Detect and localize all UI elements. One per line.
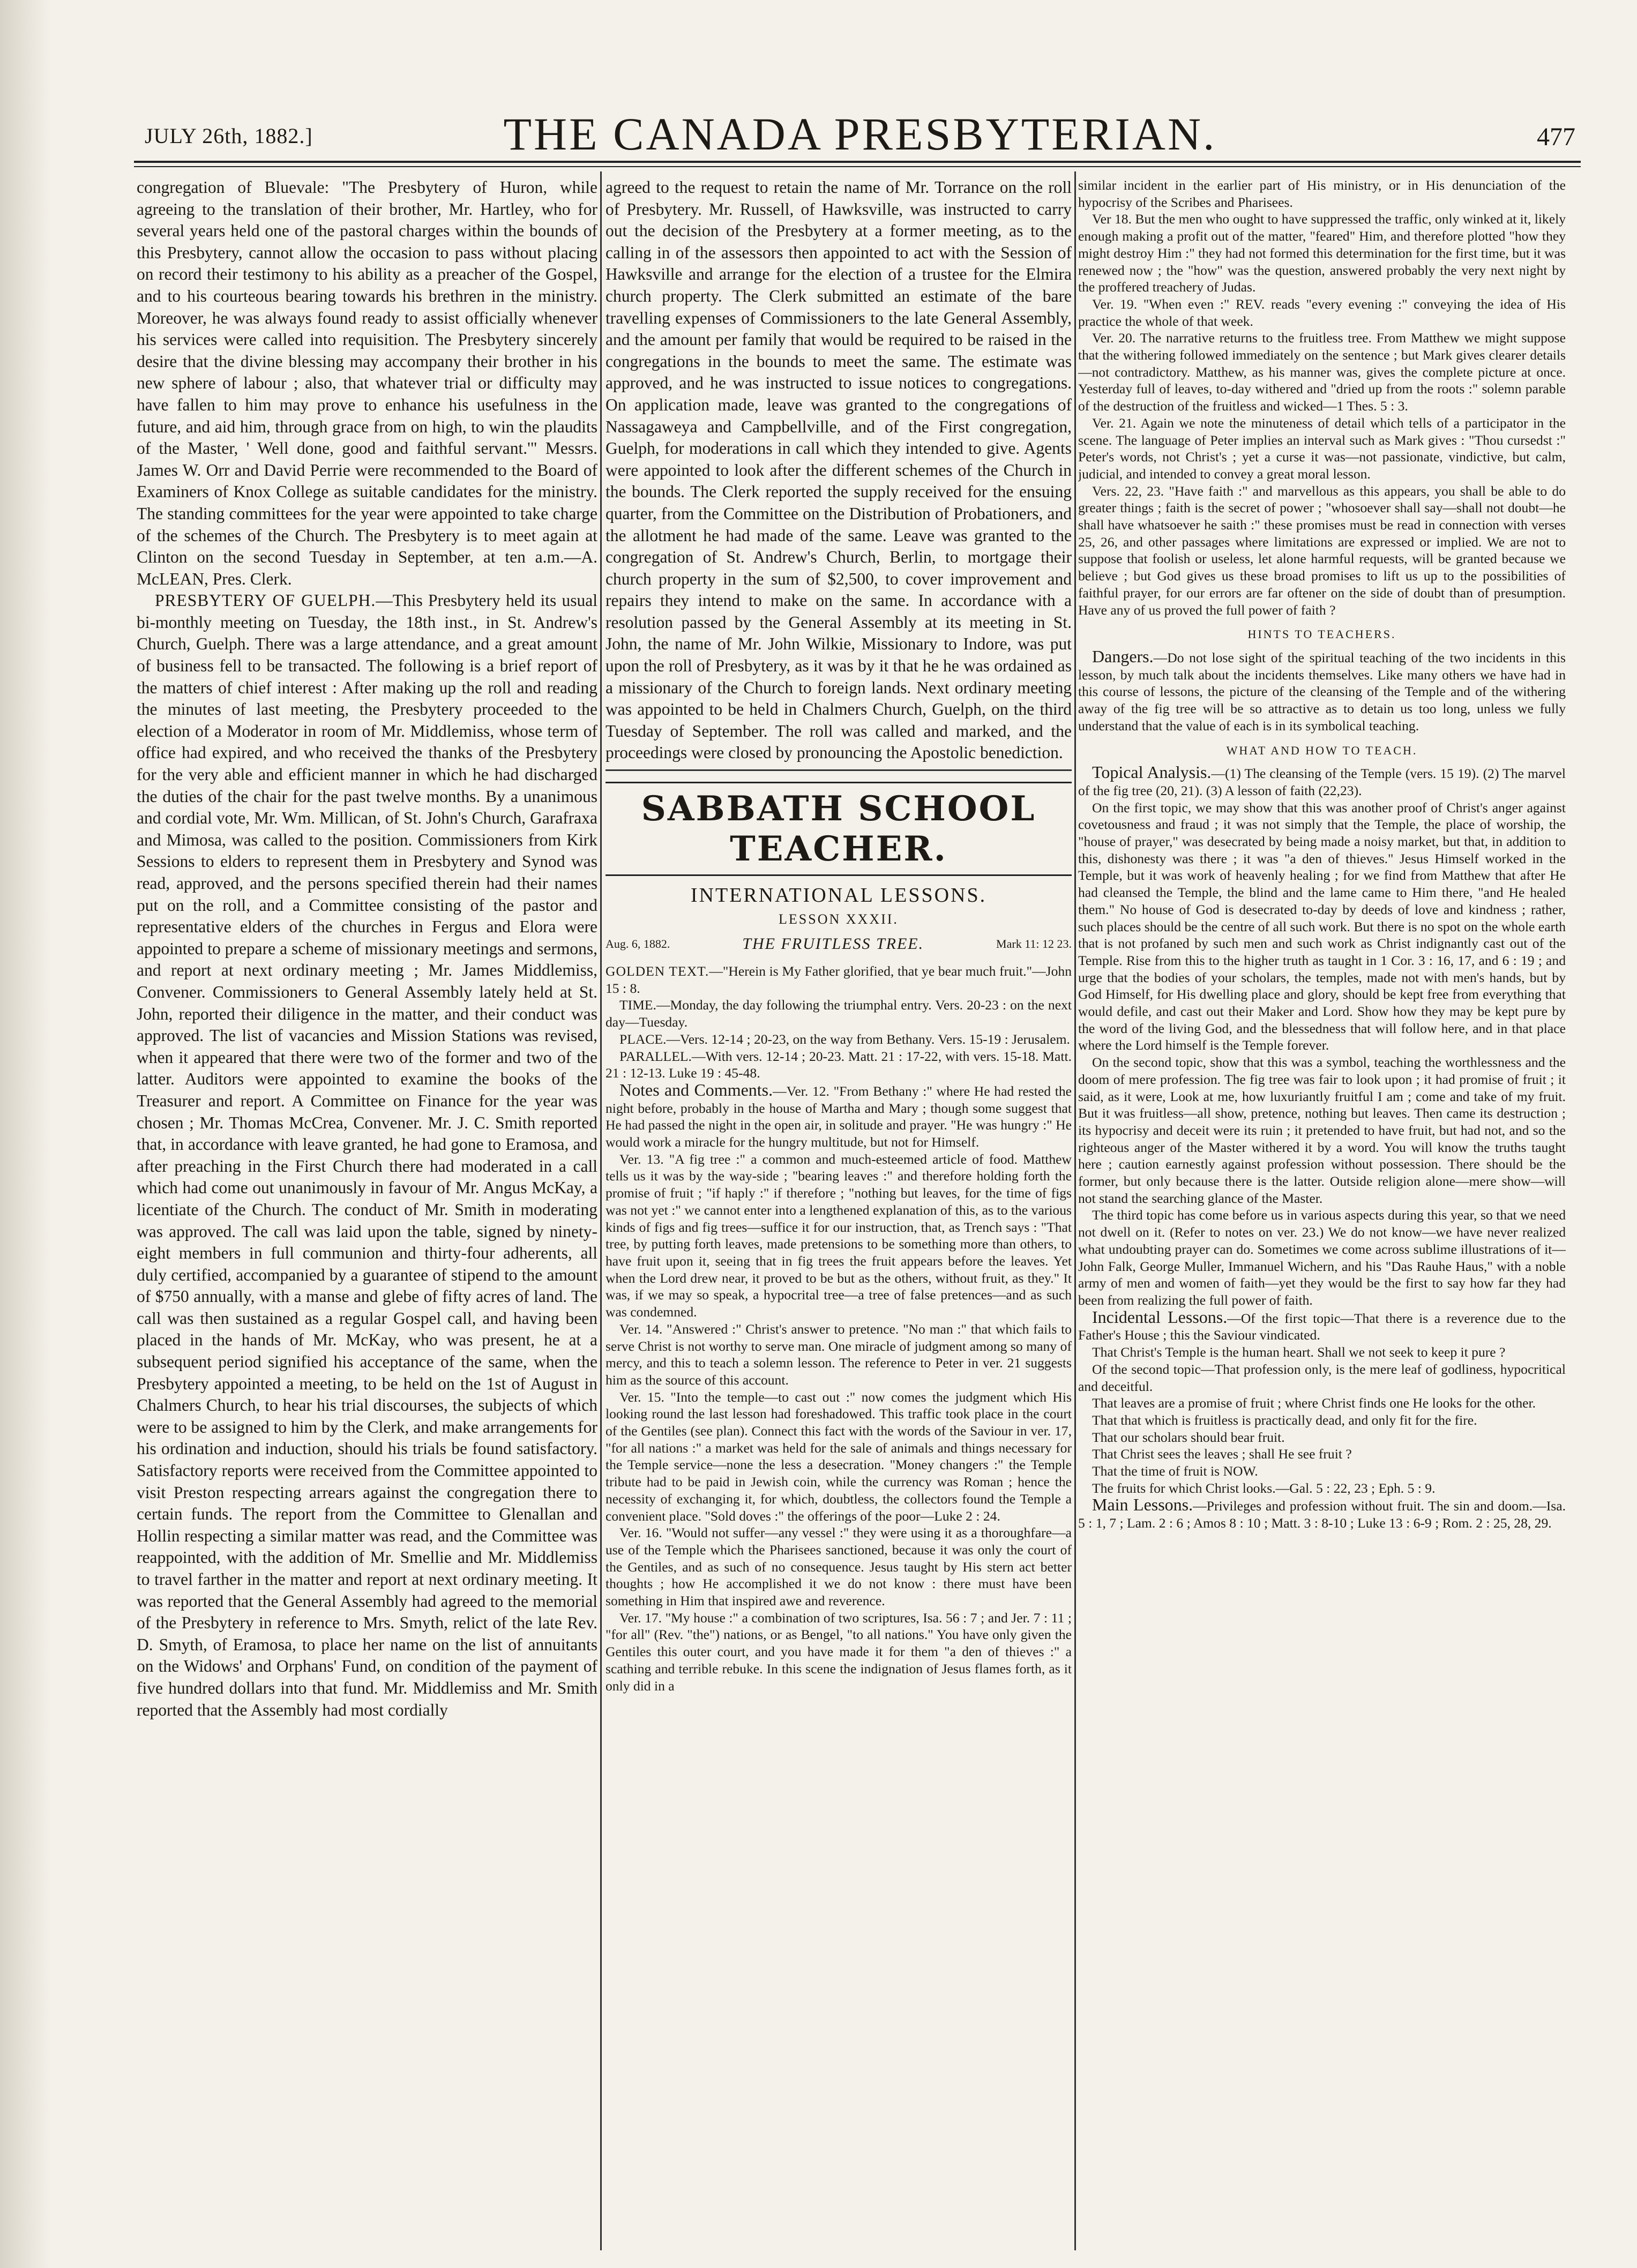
lesson-header-row [606,935,1072,953]
lesson-point: That Christ's Temple is the human heart. Shall we not seek to keep it pure ? [1092,1344,1506,1360]
column-3 [1078,177,1566,2245]
binding-shadow [0,0,51,2268]
column-divider [600,171,602,2250]
main-lessons-paragraph: Main Lessons.—Privileges and profession without fruit. The sin and doom.—Isa. 5 : 1, 7 ; Lam. 2 : 6 ; Amos 8 : 10 ; Matt. 3 : 8-10 ; Luke 13 : 6-9 ; Rom. 2 : 25, 28, 29. [1078,1495,1566,1531]
verse-note: Ver. 15. "Into the temple—to cast out :" now comes the judgment which His looking round the last lesson had foreshadowed. This traffic took place in the court of the Gentiles (see plan). Connect this fact with the words of the Saviour in ver. 17, "for all nations :" a market was held for the sale of animals and things necessary for the Temple service—none the less a desecration. "Money changers :" the Temple tribute had to be paid in Jewish coin, while the currency was Roman ; hence the necessity of exchanging it, for which, doubtless, the collectors found the Temple a convenient place. "Sold doves :" the offerings of the poor—Luke 2 : 24. [606,1389,1072,1524]
section-lead: PRESBYTERY OF GUELPH. [155,591,376,610]
article-paragraph: congregation of Bluevale: "The Presbytery of Huron, while agreeing to the translation of their brother, Mr. Hartley, who for several years held one of the pastoral charges within the bounds of this Presbytery, cannot allow the occasion to pass without placing on record their testimony to his ability as a preacher of the Gospel, and to his courteous bearing towards his brethren in the ministry. Moreover, he was always found ready to assist officially whenever his services were called into requisition. The Presbytery sincerely desire that the divine blessing may accompany their brother in his new sphere of labour ; also, that whatever trial or difficulty may have fallen to him may prove to enhance his usefulness in the future, and aid him, through grace from on high, to win the plaudits of the Master, ' Well done, good and faithful servant.'" Messrs. James W. Orr and David Perrie were recommended to the Board of Examiners of Knox College as suitable candidates for the ministry. The standing committees for the year were appointed to take charge of the schemes of the Church. The Presbytery is to meet again at Clinton on the second Tuesday in September, at ten a.m.—A. McLEAN, Pres. Clerk. [137,178,597,588]
subsection-heading: HINTS TO TEACHERS. [1247,627,1396,641]
lesson-date: Aug. 6, 1882. [606,937,670,951]
publication-title: THE CANADA PRESBYTERIAN. [503,108,1217,160]
column-divider [1074,171,1076,2250]
page-number: 477 [1537,123,1575,151]
lesson-point: That the time of fruit is NOW. [1092,1463,1258,1479]
column-2 [606,177,1072,2245]
lesson-point: That leaves are a promise of fruit ; where Christ finds one He looks for the other. [1092,1395,1536,1411]
verse-note: Ver. 21. Again we note the minuteness of detail which tells of a participator in the scene. The language of Peter implies an interval such as Mark gives : "Thou cursedst :" Peter's words, not Christ's ; yet a curse it was—not passionate, vindictive, but calm, judicial, and intended to convey a great moral lesson. [1078,415,1566,482]
dangers-paragraph: Dangers.—Do not lose sight of the spiritual teaching of the two incidents in this lesson, by much talk about the incidents themselves. Like many others we have had in this course of lessons, the picture of the cleansing of the Temple and of the withering away of the fig tree will be so attractive as to detain us too long, unless we fully understand that the value of each is in its symbolical teaching. [1078,646,1566,733]
article-paragraph: agreed to the request to retain the name of Mr. Torrance on the roll of Presbytery. Mr. Russell, of Hawksville, was instructed to carry out the decision of the Presbytery at a former meeting, as to the calling in of the assessors then appointed to act with the Session of Hawksville and arrange for the election of a trustee for the Elmira church property. The Clerk submitted an estimate of the bare travelling expenses of Commissioners to the late General Assembly, and the amount per family that would be required to be raised in the congregations in the bounds to meet the same. The estimate was approved, and he was instructed to issue notices to congregations. On application made, leave was granted to the congregations of Nassagaweya and Campbellville, and of the First congregation, Guelph, for moderations in call which they intended to give. Agents were appointed to look after the different schemes of the Church in the bounds. The Clerk reported the supply received for the ensuing quarter, from the Committee on the Distribution of Probationers, and the allotment he had made of the same. Leave was granted to the congregation of St. Andrew's Church, Berlin, to mortgage their church property in the sum of $2,500, to cover improvement and repairs they intend to make on the same. In accordance with a resolution passed by the General Assembly at its meeting in St. John, the name of Mr. John Wilkie, Missionary to Indore, was put upon the roll of Presbytery, as it was by it that he he was ordained as a missionary of the Church to foreign lands. Next ordinary meeting was appointed to be held in Chalmers Church, Guelph, on the third Tuesday of September. The roll was called and marked, and the proceedings were closed by pronouncing the Apostolic benediction. [606,178,1072,762]
golden-text: GOLDEN TEXT.—"Herein is My Father glorified, that ye bear much fruit."—John 15 : 8. [606,963,1072,996]
verse-note: Ver. 14. "Answered :" Christ's answer to pretence. "No man :" that which fails to serve Christ is not worthy to serve man. One miracle of judgment among so many of mercy, and this to teach a solemn lesson. The reference to Peter in ver. 21 suggests him as the source of this account. [606,1321,1072,1388]
verse-note: Ver. 19. "When even :" REV. reads "every evening :" conveying the idea of His practice the whole of that week. [1078,296,1566,329]
verse-note: Vers. 22, 23. "Have faith :" and marvellous as this appears, you shall be able to do greater things ; faith is the secret of power ; "whosoever shall say—shall not doubt—he shall have whatsoever he saith :" these promises must be read in connection with verses 25, 26, and other passages where limitations are expressed or implied. We are not to suppose that foolish or useless, let alone harmful requests, will be granted because we believe ; but God gives us these broad promises to lift us up to the possibilities of faithful prayer, for our errors are far oftener on the side of doubt than of presumption. Have any of us proved the full power of faith ? [1078,483,1566,618]
issue-date: JULY 26th, 1882.] [145,124,313,148]
incidental-paragraph: Incidental Lessons.—Of the first topic—That there is a reverence due to the Father's House ; this the Saviour vindicated. [1078,1307,1566,1343]
header-rule [134,161,1581,163]
header-rule-thin [134,166,1581,167]
lesson-title: THE FRUITLESS TREE. [742,935,924,953]
section-separator [606,769,1072,771]
verse-note: Ver. 13. "A fig tree :" a common and much-esteemed article of food. Matthew tells us it was by the way-side ; "bearing leaves :" and therefore holding forth the promise of fruit ; "if haply :" if therefore ; "nothing but leaves, for the time of figs was not yet :" we cannot enter into a lengthened explanation of this, as to the various kinds of figs and fig trees—suffice it for our instruction, that, as Trench says : "That tree, by putting forth leaves, made pretensions to be something more than others, to have fruit upon it, seeing that in fig trees the fruit appears before the leaves. Yet when the Lord drew near, it proved to be but as the others, without fruit, as they." It was, if we may so speak, a hypocrital tree—a tree of false pretences—and as such was condemned. [606,1151,1072,1320]
verse-note: Ver 18. But the men who ought to have suppressed the traffic, only winked at it, likely enough making a profit out of the matter, "feared" Him, and therefore plotted "how they might destroy Him :" they had not formed this determination for the first time, but it was renewed now ; the "how" was the question, answered probably the very next night by the proffered treachery of Judas. [1078,211,1566,295]
section-masthead: SABBATH SCHOOL TEACHER. [606,782,1072,876]
lesson-parallel: PARALLEL.—With vers. 12-14 ; 20-23. Matt. 21 : 17-22, with vers. 15-18. Matt. 21 : 12-13. Luke 19 : 45-48. [606,1048,1072,1081]
lesson-point: That that which is fruitless is practically dead, and only fit for the fire. [1092,1412,1477,1428]
lesson-point: Of the second topic—That profession only, is the mere leaf of godliness, hypocritical and deceitful. [1078,1361,1566,1394]
lesson-place: PLACE.—Vers. 12-14 ; 20-23, on the way from Bethany. Vers. 15-19 : Jerusalem. [619,1031,1070,1047]
verse-note: similar incident in the earlier part of His ministry, or in His denunciation of the hypocrisy of the Scribes and Pharisees. [1078,177,1566,210]
verse-note: Ver. 17. "My house :" a combination of two scriptures, Isa. 56 : 7 ; and Jer. 7 : 11 ; "for all" (Rev. "the") nations, or as Bengel, "to all nations." You have only given the Gentiles this outer court, and you have made it for them "a den of thieves :" a scathing and terrible rebuke. In this scene the indignation of Jesus flames forth, as it only did in a [606,1610,1072,1694]
lesson-number: LESSON XXXII. [779,911,899,927]
teaching-paragraph: The third topic has come before us in various aspects during this year, so that we need not dwell on it. (Refer to notes on ver. 23.) We do not know—we have never realized what undoubting prayer can do. Sometimes we come across sublime illustrations of it—John Falk, George Muller, Immanuel Wichern, and his "Das Rauhe Haus," with a noble army of men and women of faith—yet they would be the first to say how far they had been from realizing the full power of faith. [1078,1207,1566,1308]
verse-note: Ver. 20. The narrative returns to the fruitless tree. From Matthew we might suppose that the withering followed immediately on the sentence ; but Mark gives clearer details—not contradictory. Matthew, as his manner was, gives the complete picture at once. Yesterday full of leaves, to-day withered and "dried up from the roots :" solemn parable of the destruction of the fruitless and wicked—1 Thes. 5 : 3. [1078,330,1566,414]
article-paragraph: PRESBYTERY OF GUELPH.—This Presbytery held its usual bi-monthly meeting on Tuesday, the 18th inst., in St. Andrew's Church, Guelph. There was a large attendance, and a great amount of business fell to be transacted. The following is a brief report of the matters of chief interest : After making up the roll and reading the minutes of last meeting, the Presbytery proceeded to the election of a Moderator in room of Mr. Middlemiss, whose term of office had expired, and who received the thanks of the Presbytery for the very able and efficient manner in which he had discharged the duties of the chair for the past twelve months. By a unanimous and cordial vote, Mr. Wm. Millican, of St. John's Church, Garafraxa and Mimosa, was called to the position. Commissioners from Kirk Sessions to elders to represent them in Presbytery and Synod was read, approved, and the persons specified therein had their names put on the roll, and a Committee consisting of the pastor and representative elders of the churches in Fergus and Elora were appointed to prepare a scheme of missionary meetings and sermons, and report at next ordinary meeting ; Mr. James Middlemiss, Convener. Commissioners to General Assembly lately held at St. John, reported their diligence in the matter, and their conduct was approved. The list of vacancies and Mission Stations was revised, when it appeared that there were two of the former and two of the latter. Auditors were appointed to examine the books of the Treasurer and report. A Committee on Finance for the year was chosen ; Mr. Thomas McCrea, Convener. Mr. J. C. Smith reported that, in accordance with leave granted, he had gone to Eramosa, and after preaching in the First Church there had moderated in a call which had come out unanimously in favour of Mr. Angus McKay, a licentiate of the Church. The conduct of Mr. Smith in moderating was approved. The call was laid upon the table, signed by ninety-eight members in full communion and thirty-four adherents, all duly certified, accompanied by a guarantee of stipend to the amount of $750 annually, with a manse and glebe of fifty acres of land. The call was then sustained as a regular Gospel call, and having been placed in the hands of Mr. McKay, who was present, he at a subsequent period signified his acceptance of the same, when the Presbytery appointed a meeting, to be held on the 1st of August in Chalmers Church, to hear his trial discourses, the subjects of which were to be assigned to him by the Clerk, and make arrangements for his ordination and induction, should his trials be found satisfactory. Satisfactory reports were received from the Committee appointed to visit Preston respecting arrears against the congregation there to certain funds. The report from the Committee to Glenallan and Hollin respecting a similar matter was read, and the Committee was reappointed, with the addition of Mr. Smellie and Mr. Middlemiss to travel farther in the matter and report at next ordinary meeting. It was reported that the General Assembly had agreed to the memorial of the Presbytery in reference to Mrs. Smyth, relict of the late Rev. D. Smyth, of Eramosa, to place her name on the list of annuitants on the Widows' and Orphans' Fund, on condition of the payment of five hundred dollars into that fund. Mr. Middlemiss and Mr. Smith reported that the Assembly had most cordially [137,591,597,1719]
lesson-reference: Mark 11: 12 23. [996,937,1072,951]
subsection-heading: WHAT AND HOW TO TEACH. [1226,743,1418,757]
column-1 [137,177,597,2245]
lesson-point: The fruits for which Christ looks.—Gal. 5 : 22, 23 ; Eph. 5 : 9. [1092,1480,1436,1496]
verse-note: Ver. 16. "Would not suffer—any vessel :" they were using it as a thoroughfare—a use of the Temple which the Pharisees sanctioned, because it was only the court of the Gentiles, and as such of no consequence. Jesus taught by His stern act better thoughts ; how He accomplished it we do not know : there must have been something in Him that inspired awe and reverence. [606,1525,1072,1609]
teaching-paragraph: On the second topic, show that this was a symbol, teaching the worthlessness and the doom of mere profession. The fig tree was fair to look upon ; it had promise of fruit ; it said, as it were, Look at me, how luxuriantly fruitful I am ; come and take of my fruit. But it was fruitless—all show, pretence, nothing but leaves. Then came its destruction ; its hypocrisy and deceit were its ruin ; it pretended to have fruit, but had not, and so the righteous anger of the Master withered it by a word. You will know the truths taught here ; caution earnestly against profession without possession. There should be the former, but only because there is the latter. Outside religion alone—mere show—will not stand the searching glance of the Master. [1078,1054,1566,1206]
lesson-time: TIME.—Monday, the day following the triumphal entry. Vers. 20-23 : on the next day—Tuesday. [606,997,1072,1030]
page-header [145,102,1575,161]
topical-paragraph: Topical Analysis.—(1) The cleansing of the Temple (vers. 15 19). (2) The marvel of the fig tree (20, 21). (3) A lesson of faith (22,23). [1078,762,1566,798]
lesson-point: That Christ sees the leaves ; shall He see fruit ? [1092,1446,1352,1462]
notes-paragraph: Notes and Comments.—Ver. 12. "From Bethany :" where He had rested the night before, probably in the house of Martha and Mary ; though some suggest that He had passed the night in the open air, in solitude and prayer. "He was hungry :" He would work a miracle for the hungry multitude, but not for Himself. [606,1080,1072,1150]
section-subtitle: INTERNATIONAL LESSONS. [690,884,987,907]
teaching-paragraph: On the first topic, we may show that this was another proof of Christ's anger against covetousness and fraud ; it was not simply that the Temple, the place of worship, the "house of prayer," was desecrated by being made a noisy market, but that, in addition to this, dishonesty was there ; it was "a den of thieves." Jesus Himself worked in the Temple, but it was work of heavenly healing ; for we find from Matthew that after He had cleansed the Temple, the blind and the lame came to Him there, "and He healed them." No house of God is desecrated to-day by deeds of love and kindness ; rather, such places should be the centre of all such work. But there is no spot on the whole earth that is not profaned by such men and such work as Christ indignantly cast out of the Temple. Rise from this to the higher truth as taught in 1 Cor. 3 : 16, 17, and 6 : 19 ; and urge that the bodies of your scholars, the temples, made not with men's hands, but by God Himself, for His dwelling place and glory, should be kept free from everything that would defile, and cast out their Maker and Lord. Show how they may be kept pure by the word of the living God, and the blessedness that will follow here, and in that place where the Lord himself is the Temple forever. [1078,799,1566,1053]
lesson-point: That our scholars should bear fruit. [1092,1429,1285,1445]
